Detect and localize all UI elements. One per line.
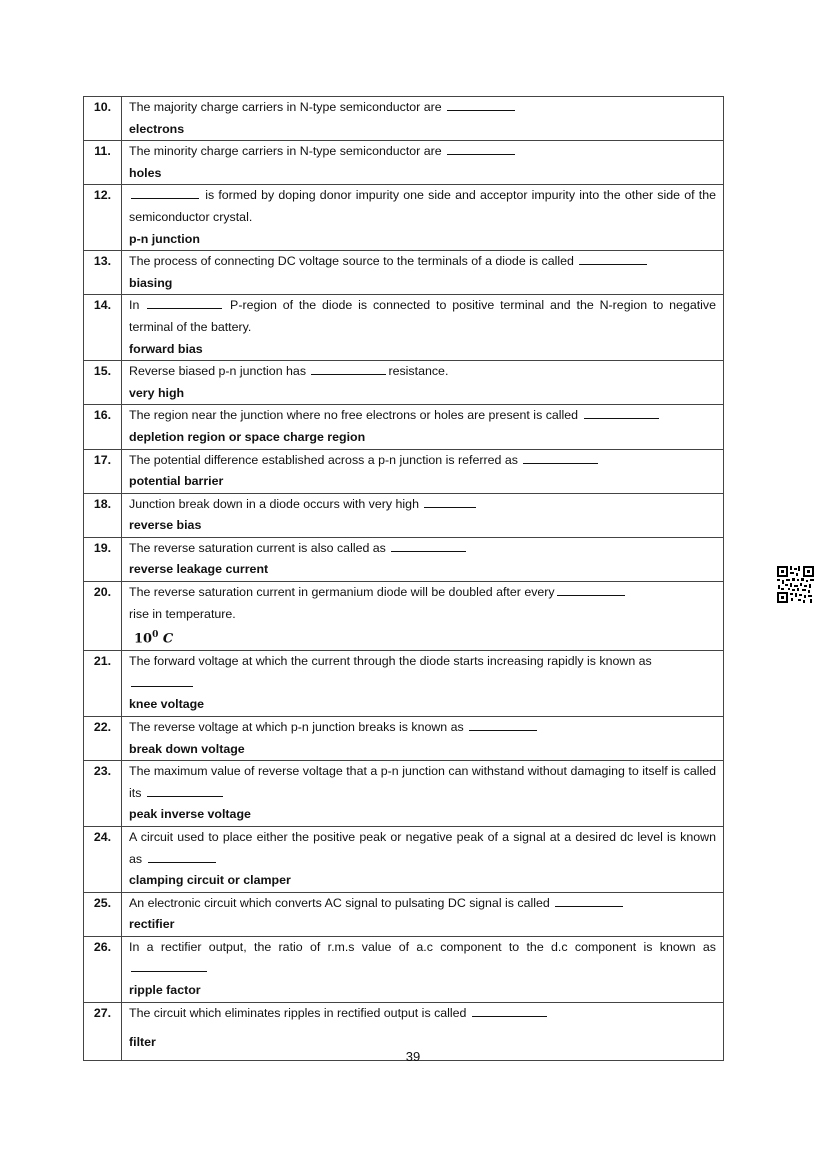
question-number: 12. bbox=[84, 185, 122, 251]
question-text: The maximum value of reverse voltage that a p-n junction can withstand without damaging to itself is called its bbox=[129, 764, 716, 800]
question-text: In P-region of the diode is connected to positive terminal and the N-region to negative terminal of the battery. bbox=[129, 298, 717, 334]
table-row bbox=[84, 185, 724, 251]
answer-text: knee voltage bbox=[129, 697, 205, 712]
question-number: 11. bbox=[84, 141, 122, 185]
answer-blank bbox=[147, 296, 222, 309]
answer-text: reverse leakage current bbox=[129, 562, 269, 577]
table-row bbox=[84, 97, 724, 141]
answer-text: forward bias bbox=[129, 341, 203, 356]
table-row bbox=[84, 892, 724, 936]
answer-blank bbox=[557, 583, 625, 596]
answer-text: reverse bias bbox=[129, 518, 202, 533]
table-row bbox=[84, 582, 724, 651]
answer-blank bbox=[131, 186, 199, 199]
question-number: 13. bbox=[84, 251, 122, 295]
answer-blank bbox=[447, 98, 515, 111]
question-text: The minority charge carriers in N-type semiconductor are bbox=[129, 141, 716, 163]
answer-text: rectifier bbox=[129, 917, 175, 932]
answer-blank bbox=[147, 784, 223, 797]
answer-blank bbox=[391, 539, 466, 552]
question-text: A circuit used to place either the positive peak or negative peak of a signal at a desired dc level is known as bbox=[129, 829, 716, 866]
answer-text: clamping circuit or clamper bbox=[129, 873, 291, 888]
answer-blank bbox=[579, 252, 647, 265]
question-text: The circuit which eliminates ripples in rectified output is called bbox=[129, 1003, 716, 1025]
question-text: The majority charge carriers in N-type semiconductor are bbox=[129, 97, 716, 119]
question-text: Reverse biased p-n junction has resistance. bbox=[129, 364, 449, 379]
table-row bbox=[84, 826, 724, 892]
question-number: 10. bbox=[84, 97, 122, 141]
question-number: 15. bbox=[84, 361, 122, 405]
answer-text: biasing bbox=[129, 275, 173, 290]
question-number: 25. bbox=[84, 892, 122, 936]
question-number: 22. bbox=[84, 716, 122, 760]
answer-text: electrons bbox=[129, 121, 185, 136]
table-row bbox=[84, 537, 724, 581]
question-text: The potential difference established across a p-n junction is referred as bbox=[129, 450, 716, 472]
answer-text: very high bbox=[129, 385, 185, 400]
question-number: 23. bbox=[84, 761, 122, 827]
answer-text: p-n junction bbox=[129, 231, 200, 246]
question-number: 17. bbox=[84, 449, 122, 493]
answer-blank bbox=[447, 142, 515, 155]
question-text: Junction break down in a diode occurs with very high bbox=[129, 494, 716, 516]
table-row bbox=[84, 251, 724, 295]
question-answer-table bbox=[83, 96, 724, 1061]
question-text: is formed by doping donor impurity one side and acceptor impurity into the other side of the semiconductor crystal. bbox=[129, 188, 716, 224]
table-row bbox=[84, 716, 724, 760]
question-text: In a rectifier output, the ratio of r.m.s value of a.c component to the d.c component is known as bbox=[129, 937, 716, 980]
table-row bbox=[84, 361, 724, 405]
answer-text: holes bbox=[129, 165, 162, 180]
question-number: 27. bbox=[84, 1002, 122, 1060]
answer-blank bbox=[131, 674, 193, 687]
question-number: 24. bbox=[84, 826, 122, 892]
answer-blank bbox=[523, 451, 598, 464]
answer-blank bbox=[311, 362, 386, 375]
answer-text: $10^0$ C bbox=[134, 630, 174, 647]
question-number: 18. bbox=[84, 493, 122, 537]
question-text: The reverse voltage at which p-n junction breaks is known as bbox=[129, 717, 716, 739]
question-text: The region near the junction where no free electrons or holes are present is called bbox=[129, 405, 716, 427]
answer-blank bbox=[584, 406, 659, 419]
answer-text: filter bbox=[129, 1035, 156, 1050]
answer-blank bbox=[555, 894, 623, 907]
question-text: The process of connecting DC voltage source to the terminals of a diode is called bbox=[129, 251, 716, 273]
table-row bbox=[84, 493, 724, 537]
answer-blank bbox=[131, 959, 207, 972]
answer-blank bbox=[472, 1004, 547, 1017]
table-row bbox=[84, 936, 724, 1002]
question-number: 20. bbox=[84, 582, 122, 651]
question-number: 21. bbox=[84, 651, 122, 717]
answer-text: depletion region or space charge region bbox=[129, 429, 366, 444]
table-row bbox=[84, 141, 724, 185]
table-row bbox=[84, 449, 724, 493]
question-text: The reverse saturation current in germanium diode will be doubled after every rise in temperature. bbox=[129, 582, 716, 625]
qr-code-icon bbox=[777, 566, 814, 603]
question-text: The forward voltage at which the current through the diode starts increasing rapidly is known as bbox=[129, 651, 716, 694]
table-row bbox=[84, 405, 724, 449]
question-number: 14. bbox=[84, 295, 122, 361]
question-number: 19. bbox=[84, 537, 122, 581]
answer-text: peak inverse voltage bbox=[129, 807, 251, 822]
question-number: 26. bbox=[84, 936, 122, 1002]
table-row bbox=[84, 761, 724, 827]
answer-text: break down voltage bbox=[129, 741, 245, 756]
answer-text: ripple factor bbox=[129, 983, 201, 998]
table-row bbox=[84, 651, 724, 717]
answer-blank bbox=[148, 850, 216, 863]
answer-text: potential barrier bbox=[129, 474, 224, 489]
question-text: The reverse saturation current is also called as bbox=[129, 538, 716, 560]
answer-blank bbox=[469, 718, 537, 731]
answer-blank bbox=[424, 495, 476, 508]
question-text: An electronic circuit which converts AC signal to pulsating DC signal is called bbox=[129, 893, 716, 915]
page-number: 39 bbox=[405, 1049, 421, 1064]
question-number: 16. bbox=[84, 405, 122, 449]
table-row bbox=[84, 295, 724, 361]
